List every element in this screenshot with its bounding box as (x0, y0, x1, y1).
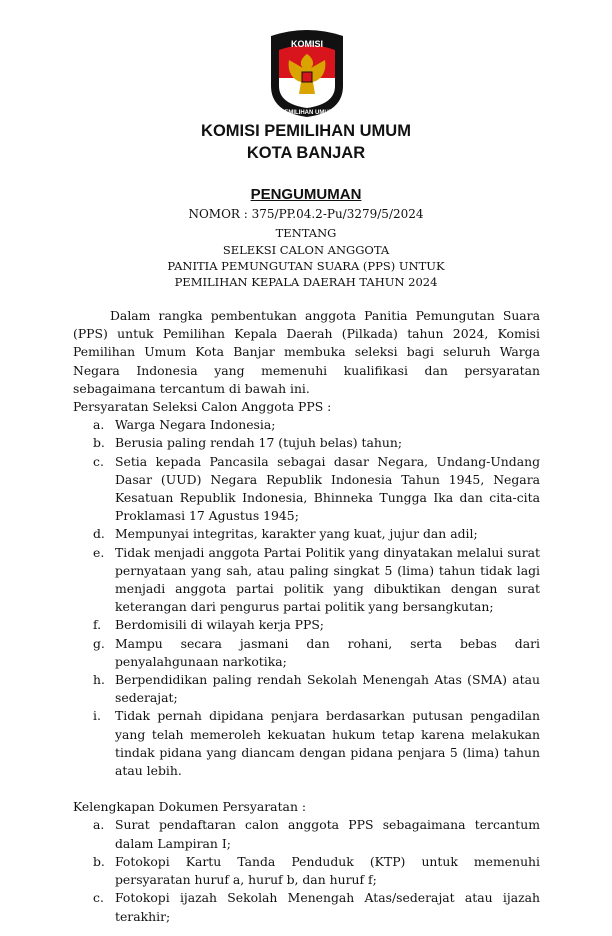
list-item (73, 453, 540, 526)
list-item (73, 434, 540, 452)
intro-paragraph: Dalam rangka pembentukan anggota Panitia Pemungutan Suara (PPS) untuk Pemilihan Kepala Daerah (Pilkada) tahun 2024, Komisi Pemilihan Umum Kota Banjar membuka seleksi bagi seluruh Warga Negara Indonesia yang memenuhi kualifikasi dan persyaratan sebagaimana tercantum di bawah ini. (73, 308, 540, 396)
list-text: Berpendidikan paling rendah Sekolah Menengah Atas (SMA) atau sederajat; (115, 672, 540, 706)
list-item (73, 889, 540, 925)
list-text: Berdomisili di wilayah kerja PPS; (115, 617, 324, 633)
kpu-logo (265, 28, 349, 118)
list-marker: c. (93, 453, 104, 469)
subject-line: SELEKSI CALON ANGGOTA (222, 243, 390, 257)
list-marker: h. (93, 672, 105, 688)
list-text: Berusia paling rendah 17 (tujuh belas) tahun; (115, 435, 403, 451)
list-text: Tidak pernah dipidana penjara berdasarkan putusan pengadilan yang telah memeroleh kekuatan hukum tetap karena melakukan tindak pidana yang diancam dengan pidana penjara 5 (lima) tahun atau lebih. (115, 708, 540, 779)
list-item (73, 816, 540, 852)
svg-text:KOMISI: KOMISI (290, 39, 324, 49)
list-text: Setia kepada Pancasila sebagai dasar Negara, Undang-Undang Dasar (UUD) Negara Republik Indonesia Tahun 1945, Negara Kesatuan Republik Indonesia, Bhinneka Tungga Ika dan cita-cita Proklamasi 17 Agustus 1945; (115, 453, 540, 524)
list-marker: c. (93, 890, 104, 906)
requirements-heading: Persyaratan Seleksi Calon Anggota PPS : (73, 399, 332, 415)
list-marker: i. (93, 708, 101, 724)
header-line-1: KOMISI PEMILIHAN UMUM (201, 122, 411, 140)
list-text: Surat pendaftaran calon anggota PPS sebagaimana tercantum dalam Lampiran I; (115, 817, 540, 851)
list-item (73, 525, 540, 543)
list-marker: g. (93, 635, 105, 651)
list-item (73, 671, 540, 707)
list-text: Mampu secara jasmani dan rohani, serta bebas dari penyalahgunaan narkotika; (115, 635, 540, 669)
list-item (73, 616, 540, 634)
list-text: Warga Negara Indonesia; (115, 417, 276, 433)
tentang-label: TENTANG (275, 226, 337, 240)
list-item (73, 635, 540, 671)
list-text: Fotokopi ijazah Sekolah Menengah Atas/sederajat atau ijazah terakhir; (115, 890, 540, 924)
list-text: Mempunyai integritas, karakter yang kuat, jujur dan adil; (115, 526, 478, 542)
document-title: PENGUMUMAN (250, 186, 362, 203)
list-item (73, 853, 540, 889)
list-item (73, 707, 540, 780)
list-item (73, 416, 540, 434)
list-marker: a. (93, 817, 105, 833)
document-number: NOMOR : 375/PP.04.2-Pu/3279/5/2024 (188, 207, 424, 221)
documents-list (73, 816, 540, 925)
list-text: Tidak menjadi anggota Partai Politik yang dinyatakan melalui surat pernyataan yang sah, atau paling singkat 5 (lima) tahun tidak lagi menjadi anggota partai politik yang dibuktikan dengan surat keterangan dari pengurus partai politik yang bersangkutan; (115, 544, 540, 615)
list-marker: b. (93, 435, 105, 451)
list-marker: b. (93, 853, 105, 869)
document-body (73, 307, 540, 926)
list-marker: e. (93, 544, 105, 560)
header-line-2: KOTA BANJAR (246, 144, 366, 162)
subject-line: PANITIA PEMUNGUTAN SUARA (PPS) UNTUK (167, 259, 445, 273)
requirements-list (73, 416, 540, 780)
list-marker: d. (93, 526, 105, 542)
list-marker: f. (93, 617, 102, 633)
svg-text:PEMILIHAN UMUM: PEMILIHAN UMUM (280, 110, 334, 116)
list-item (73, 544, 540, 617)
list-marker: a. (93, 417, 105, 433)
list-text: Fotokopi Kartu Tanda Penduduk (KTP) untuk memenuhi persyaratan huruf a, huruf b, dan huruf f; (115, 853, 540, 888)
subject-line: PEMILIHAN KEPALA DAERAH TAHUN 2024 (174, 275, 438, 289)
documents-heading: Kelengkapan Dokumen Persyaratan : (73, 799, 307, 815)
